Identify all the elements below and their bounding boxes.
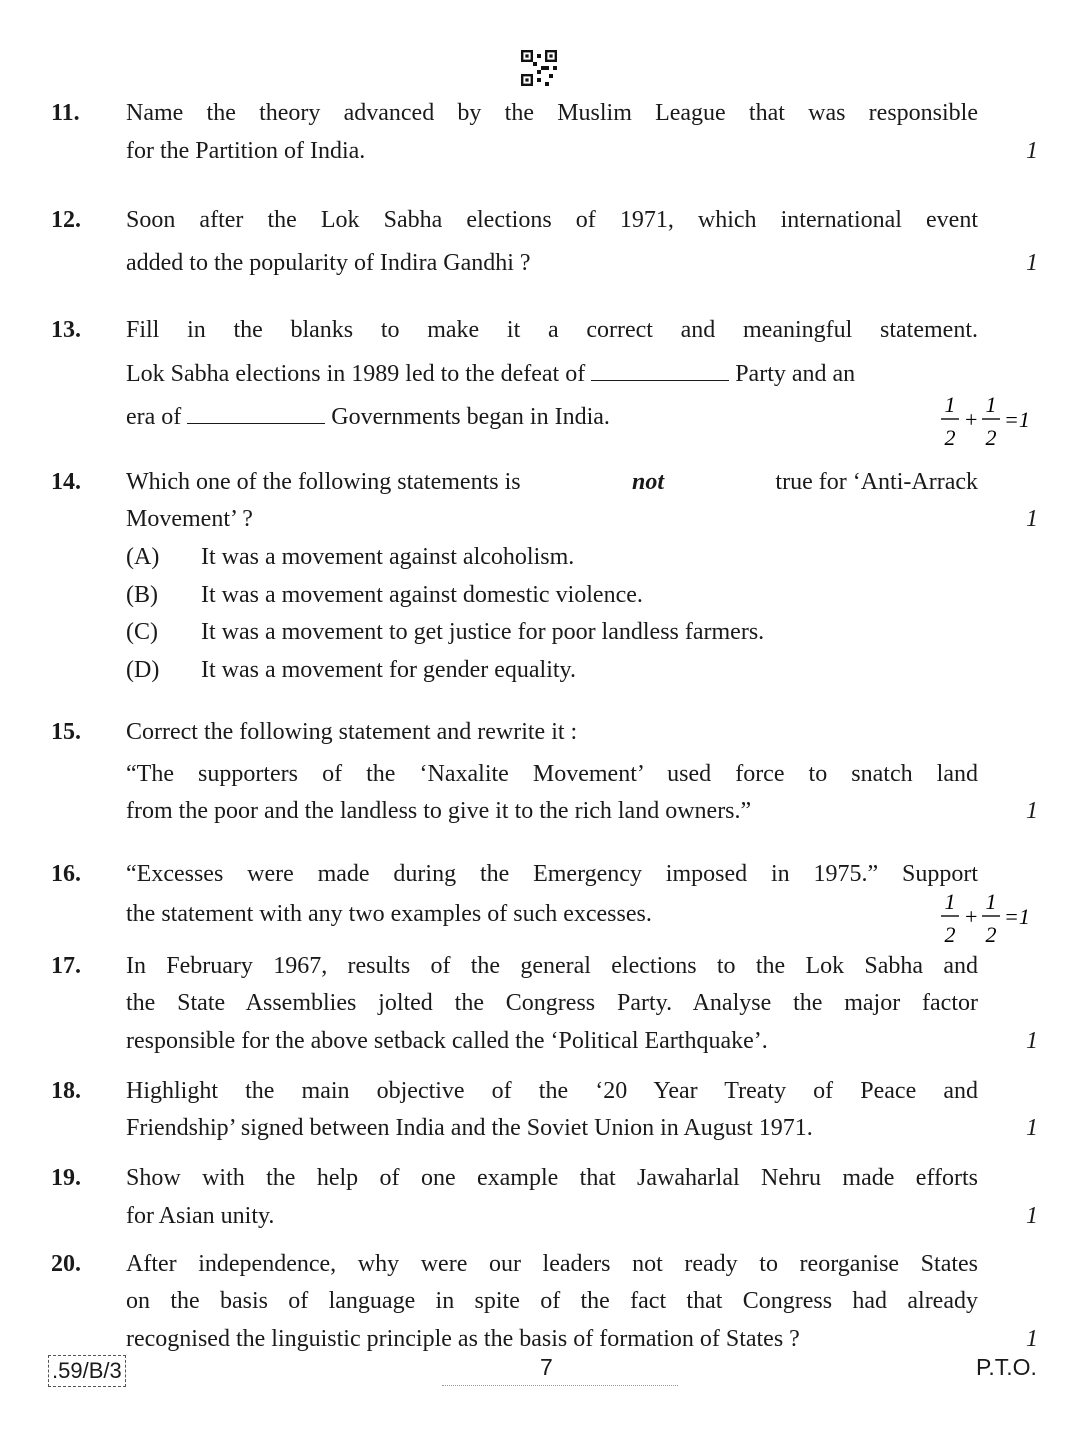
question-number: 11. (51, 100, 80, 126)
question-text: the statement with any two examples of such excesses. (126, 901, 652, 927)
question-text: for Asian unity. (126, 1203, 275, 1229)
fraction-numerator: 1 (985, 392, 997, 417)
fill-blank (187, 403, 325, 424)
question-number: 13. (51, 317, 81, 343)
question-number: 14. (51, 469, 81, 495)
question-number: 18. (51, 1078, 81, 1104)
option-label: (A) (126, 544, 160, 570)
option-text: It was a movement against domestic violence. (201, 582, 643, 608)
option-label: (D) (126, 657, 160, 683)
option-label: (C) (126, 619, 158, 645)
emphasis-not: not (632, 469, 665, 495)
question-mark: 1 (1026, 798, 1038, 824)
question-text: Lok Sabha elections in 1989 led to the defeat of Party and an (126, 361, 856, 387)
question-text: “Excesses were made during the Emergency imposed in 1975.” Support (126, 861, 978, 887)
question-mark: 1 (1026, 1028, 1038, 1054)
fraction-equals: =1 (1004, 904, 1030, 929)
page-number: 7 (540, 1354, 553, 1380)
fraction-numerator: 1 (944, 392, 956, 417)
fraction-denominator: 2 (985, 922, 997, 947)
fill-blank (591, 360, 729, 381)
question-text: the State Assemblies jolted the Congress Party. Analyse the major factor (126, 990, 978, 1016)
option-text: It was a movement against alcoholism. (201, 544, 575, 570)
question-text: In February 1967, results of the general elections to the Lok Sabha and (126, 953, 978, 979)
fraction-denominator: 2 (985, 425, 997, 450)
fraction-plus: + (963, 407, 979, 432)
question-text: Fill in the blanks to make it a correct and meaningful statement. (126, 317, 978, 343)
fraction-denominator: 2 (944, 922, 956, 947)
question-text: Friendship’ signed between India and the Soviet Union in August 1971. (126, 1115, 813, 1141)
fraction-mark (938, 889, 1038, 956)
fraction-plus: + (963, 904, 979, 929)
question-text: Soon after the Lok Sabha elections of 1971, which international event (126, 207, 978, 233)
question-mark: 1 (1026, 1326, 1038, 1352)
question-text: Movement’ ? (126, 506, 253, 532)
question-number: 12. (51, 207, 81, 233)
question-text: recognised the linguistic principle as the basis of formation of States ? (126, 1326, 800, 1352)
option-text: It was a movement to get justice for poor landless farmers. (201, 619, 765, 645)
paper-code: .59/B/3 (48, 1355, 126, 1387)
question-text: “The supporters of the ‘Naxalite Movement’ used force to snatch land (126, 761, 978, 787)
question-mark: 1 (1026, 1115, 1038, 1141)
please-turn-over: P.T.O. (976, 1354, 1037, 1380)
question-text: responsible for the above setback called the ‘Political Earthquake’. (126, 1028, 768, 1054)
question-mark: 1 (1026, 506, 1038, 532)
question-text: Highlight the main objective of the ‘20 Year Treaty of Peace and (126, 1078, 978, 1104)
option-label: (B) (126, 582, 158, 608)
question-number: 20. (51, 1251, 81, 1277)
question-text: era of Governments began in India. (126, 404, 610, 430)
question-mark: 1 (1026, 138, 1038, 164)
question-text: Show with the help of one example that Jawaharlal Nehru made efforts (126, 1165, 978, 1191)
question-number: 16. (51, 861, 81, 887)
fraction-equals: =1 (1004, 407, 1030, 432)
qr-code-icon (521, 50, 557, 86)
question-mark: 1 (1026, 1203, 1038, 1229)
question-text: Name the theory advanced by the Muslim League that was responsible (126, 100, 978, 126)
question-text: for the Partition of India. (126, 138, 366, 164)
question-text: on the basis of language in spite of the fact that Congress had already (126, 1288, 978, 1314)
fraction-numerator: 1 (985, 889, 997, 914)
question-mark: 1 (1026, 250, 1038, 276)
fraction-denominator: 2 (944, 425, 956, 450)
question-text: Correct the following statement and rewrite it : (126, 719, 578, 745)
fraction-mark (938, 392, 1038, 459)
fraction-numerator: 1 (944, 889, 956, 914)
question-number: 15. (51, 719, 81, 745)
question-text: added to the popularity of Indira Gandhi ? (126, 250, 531, 276)
security-microtext (442, 1385, 678, 1389)
question-text: from the poor and the landless to give it to the rich land owners.” (126, 798, 752, 824)
question-text: After independence, why were our leaders not ready to reorganise States (126, 1251, 978, 1277)
option-text: It was a movement for gender equality. (201, 657, 576, 683)
question-text: Which one of the following statements is not true for ‘Anti-Arrack (126, 469, 978, 495)
question-number: 19. (51, 1165, 81, 1191)
question-number: 17. (51, 953, 81, 979)
